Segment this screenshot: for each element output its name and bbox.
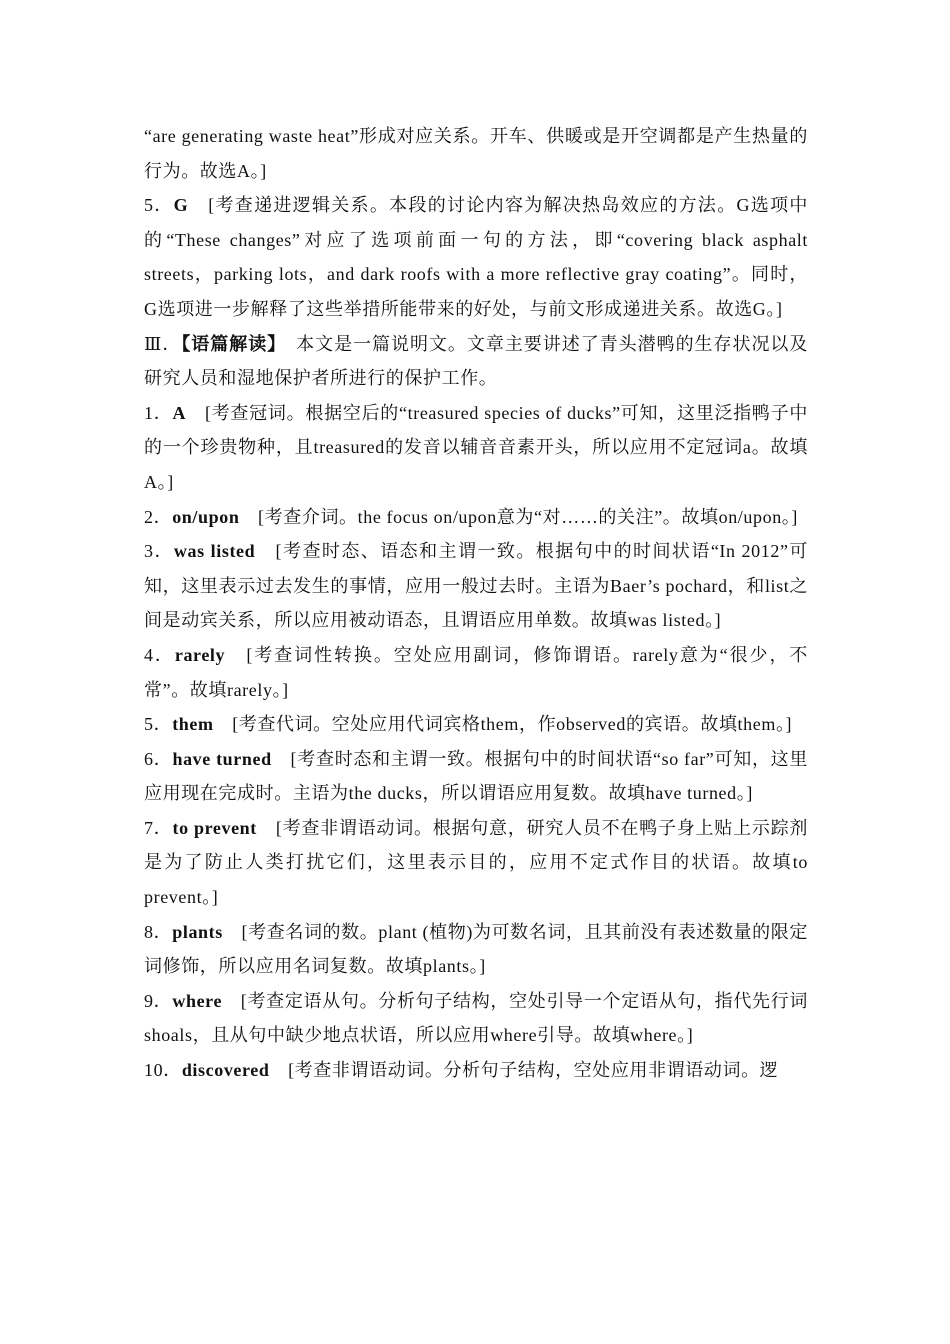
section-number: Ⅲ． (144, 333, 182, 354)
item-explanation: [考查递进逻辑关系。本段的讨论内容为解决热岛效应的方法。G选项中的“These changes”对应了选项前面一句的方法，即“covering black asphalt streets，parking lots，and dark roofs with a more reflective gray coating”。同时，G选项进一步解释了这些举措所能带来的好处，与前文形成递进关系。故选G。] (144, 195, 808, 319)
answer-item-9 (144, 984, 808, 1053)
item-explanation: [考查冠词。根据空后的“treasured species of ducks”可知，这里泛指鸭子中的一个珍贵物种，且treasured的发音以辅音音素开头，所以应用不定冠词a。故填A。] (144, 402, 809, 492)
item-explanation: [考查名词的数。plant (植物)为可数名词，且其前没有表述数量的限定词修饰，所以应用名词复数。故填plants。] (144, 921, 809, 977)
item-answer: G (173, 195, 189, 216)
item-number: 2． (144, 506, 173, 527)
item-explanation: [考查非谓语动词。分析句子结构，空处应用非谓语动词。逻 (269, 1060, 779, 1081)
answer-item-3 (144, 534, 808, 638)
item-answer: rarely (174, 644, 226, 665)
item-explanation: [考查词性转换。空处应用副词，修饰谓语。rarely意为“很少，不常”。故填rarely。] (144, 644, 808, 700)
answer-item-8 (144, 915, 808, 984)
answer-item-4 (144, 638, 808, 707)
section-title: 【语篇解读】 (181, 333, 278, 354)
item-explanation: [考查定语从句。分析句子结构，空处引导一个定语从句，指代先行词shoals，且从句中缺少地点状语，所以应用where引导。故填where。] (144, 990, 808, 1046)
item-answer: A (172, 402, 187, 423)
answer-item-6 (144, 742, 808, 811)
document-page (144, 119, 808, 1088)
item-explanation: [考查时态、语态和主谓一致。根据句中的时间状语“In 2012”可知，这里表示过去发生的事情，应用一般过去时。主语为Baer’s pochard，和list之间是动宾关系，所以应用被动语态，且谓语应用单数。故填was listed。] (144, 541, 808, 631)
item-number: 8． (144, 921, 173, 942)
item-number: 4． (144, 644, 175, 665)
item-explanation: [考查非谓语动词。根据句意，研究人员不在鸭子身上贴上示踪剂是为了防止人类打扰它们，这里表示目的，应用不定式作目的状语。故填to prevent。] (144, 817, 808, 908)
answer-item-2 (144, 500, 808, 535)
item-number: 10． (144, 1060, 182, 1081)
item-answer: discovered (181, 1060, 270, 1081)
prev-item-continuation: “are generating waste heat”形成对应关系。开车、供暖或是开空调都是产生热量的行为。故选A。] (144, 126, 808, 181)
item-number: 6． (144, 748, 173, 769)
item-explanation: [考查介词。the focus on/upon意为“对……的关注”。故填on/upon。] (239, 506, 798, 527)
item-number: 5． (144, 714, 173, 735)
item-answer: plants (172, 921, 223, 942)
section-intro: 本文是一篇说明文。文章主要讲述了青头潜鸭的生存状况以及研究人员和湿地保护者所进行的保护工作。 (144, 333, 809, 389)
item-answer: them (172, 714, 214, 735)
item-explanation: [考查代词。空处应用代词宾格them，作observed的宾语。故填them。] (213, 714, 793, 735)
item-number: 7． (144, 817, 173, 838)
item-answer: have turned (172, 748, 272, 769)
item-answer: to prevent (172, 817, 257, 838)
item-number: 9． (144, 990, 173, 1011)
item-answer: where (172, 990, 223, 1011)
answer-item-7 (144, 811, 808, 915)
item-explanation: [考查时态和主谓一致。根据句中的时间状语“so far”可知，这里应用现在完成时。主语为the ducks，所以谓语应用复数。故填have turned。] (144, 748, 808, 804)
prev-item-5 (144, 188, 808, 326)
item-number: 5． (144, 195, 174, 216)
item-answer: was listed (173, 541, 256, 562)
item-number: 1． (144, 402, 173, 423)
answer-item-5 (144, 707, 808, 742)
answer-item-10 (144, 1053, 808, 1088)
item-number: 3． (144, 541, 174, 562)
answer-item-1 (144, 396, 808, 500)
section-3-heading (144, 327, 808, 396)
item-answer: on/upon (172, 506, 240, 527)
